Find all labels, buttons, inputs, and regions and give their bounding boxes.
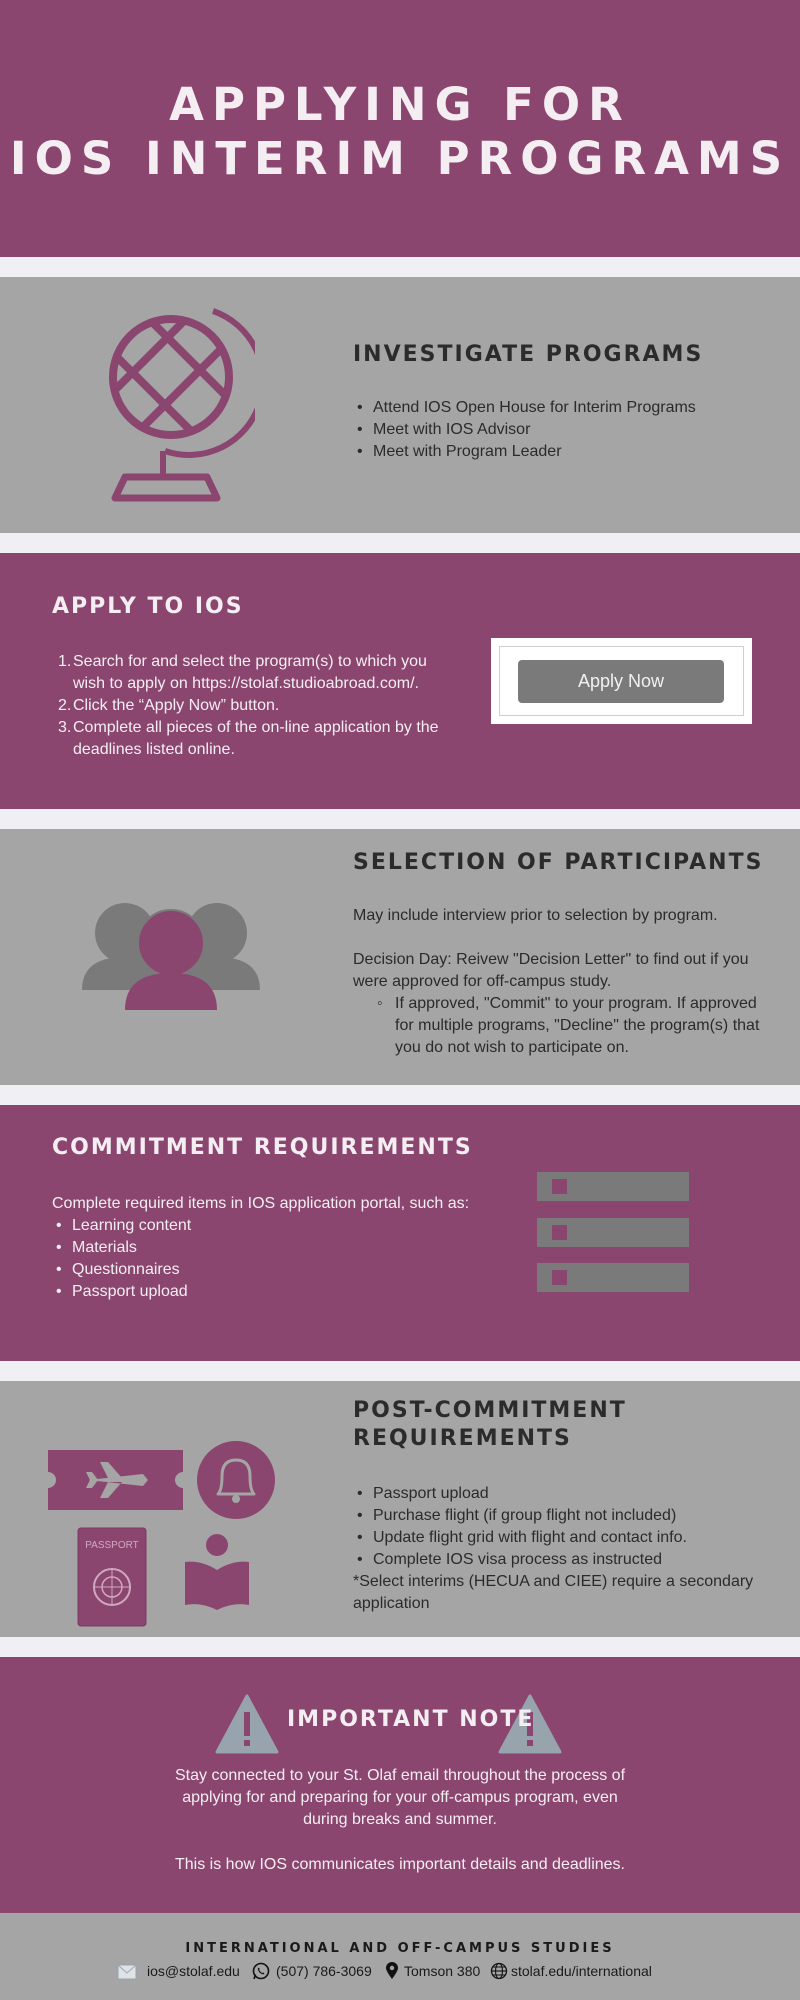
important-heading: IMPORTANT NOTE: [287, 1707, 535, 1732]
investigate-list: [353, 397, 773, 463]
important-para2: This is how IOS communicates important details and deadlines.: [175, 1856, 625, 1873]
contact-website[interactable]: [490, 1962, 670, 1980]
list-item: ◦ If approved, "Commit" to your program. If approved for multiple programs, "Decline" the program(s) that you do not wish to participate on.: [375, 993, 760, 1059]
passport-label: PASSPORT: [85, 1540, 139, 1551]
ticket-icon: [48, 1450, 183, 1510]
apply-now-screenshot: [491, 638, 752, 724]
footer-title: INTERNATIONAL AND OFF-CAMPUS STUDIES: [185, 1941, 615, 1956]
selection-para2: Decision Day: Reivew "Decision Letter" to find out if you were approved for off-campus study.: [353, 951, 749, 990]
footer: [0, 1913, 800, 2000]
list-item: • Attend IOS Open House for Interim Programs: [353, 397, 773, 419]
contact-phone[interactable]: [252, 1962, 382, 1980]
investigate-heading: INVESTIGATE PROGRAMS: [353, 342, 704, 367]
email-text[interactable]: ios@stolaf.edu: [147, 1963, 240, 1979]
selection-sublist: [375, 993, 760, 1059]
list-item: • Passport upload: [52, 1281, 412, 1303]
post-heading-line1: POST-COMMITMENT: [353, 1398, 627, 1423]
warning-icon: [215, 1694, 279, 1754]
list-item: • Update flight grid with flight and contact info.: [353, 1527, 773, 1549]
post-note: *Select interims (HECUA and CIEE) require a secondary application: [353, 1573, 754, 1612]
passport-icon: [77, 1527, 147, 1627]
bell-icon: [196, 1440, 276, 1520]
contact-email[interactable]: [117, 1962, 247, 1980]
contact-location: [385, 1962, 485, 1980]
mail-icon: [117, 1964, 137, 1980]
list-item: • Passport upload: [353, 1483, 773, 1505]
apply-now-button[interactable]: Apply Now: [518, 660, 724, 703]
list-item: • Complete IOS visa process as instructed: [353, 1549, 773, 1571]
list-item: 1. Search for and select the program(s) to which you wish to apply on https://stolaf.studioabroad.com/.: [58, 653, 427, 692]
important-para1: Stay connected to your St. Olaf email throughout the process of applying for and preparing for your off-campus program, even during breaks and summer.: [174, 1767, 626, 1828]
selection-para1: May include interview prior to selection by program.: [353, 907, 718, 924]
location-text: Tomson 380: [404, 1963, 481, 1979]
reader-icon: [183, 1530, 251, 1610]
list-item: • Learning content: [52, 1215, 412, 1237]
page-title-line2: IOS INTERIM PROGRAMS: [9, 132, 791, 185]
globe-icon: [95, 305, 255, 505]
location-pin-icon: [385, 1962, 399, 1980]
commitment-heading: COMMITMENT REQUIREMENTS: [52, 1135, 473, 1160]
apply-heading: APPLY TO IOS: [52, 594, 244, 619]
post-list: [353, 1483, 773, 1571]
list-item: • Questionnaires: [52, 1259, 412, 1281]
phone-text[interactable]: (507) 786-3069: [276, 1963, 372, 1979]
page-title-line1: APPLYING FOR: [169, 78, 631, 131]
list-item: • Meet with IOS Advisor: [353, 419, 773, 441]
commitment-intro: Complete required items in IOS application portal, such as:: [52, 1195, 470, 1212]
list-item: 3. Complete all pieces of the on-line application by the deadlines listed online.: [58, 719, 439, 758]
website-link[interactable]: stolaf.edu/international: [511, 1963, 652, 1979]
commitment-list: [52, 1215, 412, 1303]
whatsapp-icon: [252, 1962, 270, 1980]
apply-steps: [52, 651, 442, 761]
list-item: • Materials: [52, 1237, 412, 1259]
globe-web-icon: [490, 1962, 508, 1980]
people-icon: [80, 895, 262, 1015]
selection-heading: SELECTION OF PARTICIPANTS: [353, 850, 764, 875]
list-item: • Meet with Program Leader: [353, 441, 773, 463]
post-heading-line2: REQUIREMENTS: [353, 1426, 572, 1451]
list-item: • Purchase flight (if group flight not included): [353, 1505, 773, 1527]
list-item: 2. Click the “Apply Now” button.: [58, 697, 280, 714]
